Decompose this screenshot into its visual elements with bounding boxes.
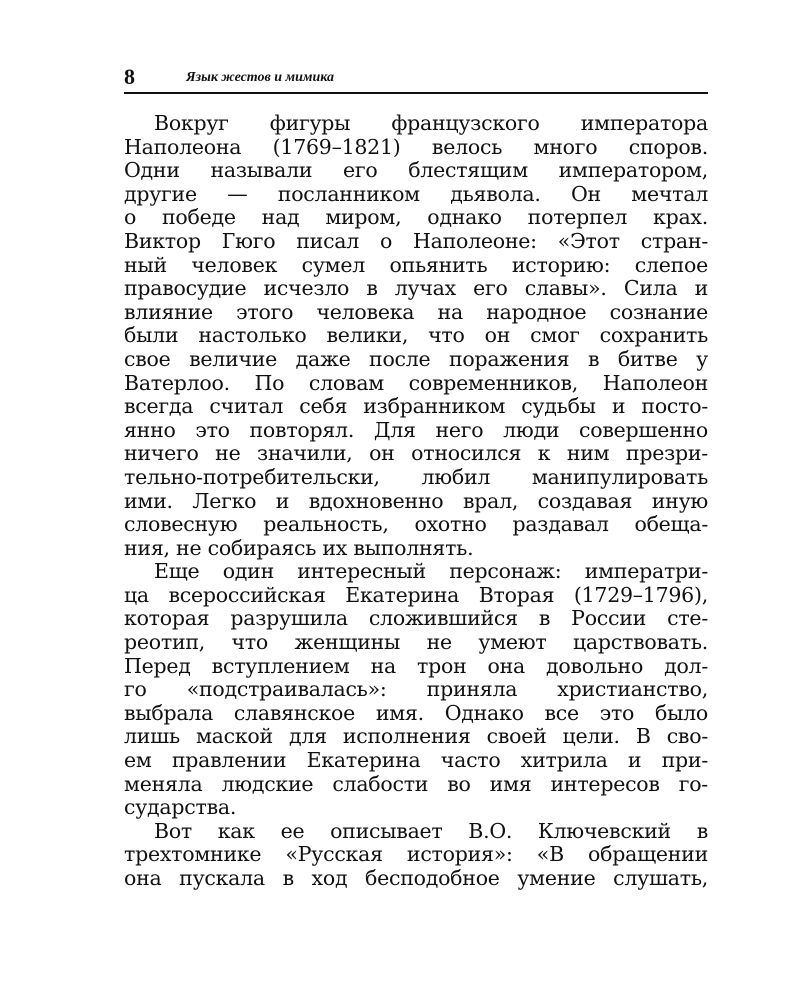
text-line: она пускала в ход бесподобное умение слушать, <box>124 866 708 890</box>
text-line: ничего не значили, он относился к ним презри- <box>124 441 708 466</box>
text-line: Ватерлоо. По словам современников, Наполеон <box>124 370 708 395</box>
text-line: правосудие исчезло в лучах его славы». Сила и <box>124 276 708 301</box>
text-line: Перед вступлением на трон она довольно дол- <box>124 653 708 678</box>
text-line: ем правлении Екатерина часто хитрила и при- <box>124 748 708 773</box>
running-title: Язык жестов и мимика <box>186 70 335 85</box>
text-line: лишь маской для исполнения своей цели. В сво- <box>124 724 708 749</box>
text-line: словесную реальность, охотно раздавал обеща- <box>124 512 708 537</box>
page-number: 8 <box>124 64 135 89</box>
text-line: другие — посланником дьявола. Он мечтал <box>124 181 708 206</box>
running-header <box>124 64 708 94</box>
text-line: меняла людские слабости во имя интересов го- <box>124 771 708 796</box>
text-line: сударства. <box>124 795 237 820</box>
text-line: янно это повторял. Для него люди совершенно <box>124 417 708 442</box>
text-line: всегда считал себя избранником судьбы и посто- <box>124 394 708 419</box>
text-line: трехтомнике «Русская история»: «В обращении <box>124 842 708 867</box>
text-line: свое величие даже после поражения в битве у <box>124 346 708 371</box>
text-line: Вот как ее описывает В.О. Ключевский в <box>154 818 708 843</box>
text-line: о победе над миром, однако потерпел крах. <box>124 205 708 230</box>
text-line: ими. Легко и вдохновенно врал, создавая иную <box>124 488 708 513</box>
text-line: были настолько велики, что он смог сохранить <box>124 323 708 348</box>
text-line: которая разрушила сложившийся в России сте- <box>124 606 708 631</box>
text-line: влияние этого человека на народное сознание <box>124 299 708 324</box>
text-line: тельно-потребительски, любил манипулировать <box>124 464 708 489</box>
text-line: Вокруг фигуры французского императора <box>154 111 708 135</box>
text-line: выбрала славянское имя. Однако все это было <box>124 700 708 725</box>
text-line: го «подстраивалась»: приняла христианство, <box>124 677 708 702</box>
text-line: Одни называли его блестящим императором, <box>124 158 708 183</box>
body-text <box>124 112 708 891</box>
text-line: ния, не собираясь их выполнять. <box>124 535 474 560</box>
text-line: Виктор Гюго писал о Наполеоне: «Этот стран- <box>124 228 708 253</box>
text-line: реотип, что женщины не умеют царствовать. <box>124 630 708 655</box>
text-line: Еще один интересный персонаж: императри- <box>154 559 708 584</box>
text-line: ца всероссийская Екатерина Вторая (1729–1796), <box>124 582 708 607</box>
text-line: Наполеона (1769–1821) велось много споров. <box>124 134 708 159</box>
text-line: ный человек сумел опьянить историю: слепое <box>124 252 708 277</box>
